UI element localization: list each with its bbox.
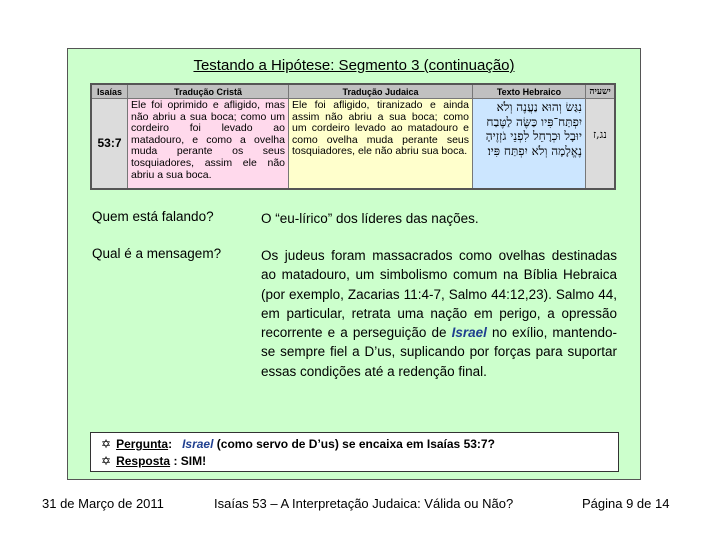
header-yeshayahu: ישעיה bbox=[586, 85, 614, 99]
resposta-line bbox=[101, 453, 608, 470]
slide-content-box bbox=[67, 48, 641, 480]
resposta-label: Resposta bbox=[116, 454, 171, 468]
star-of-david-icon: ✡ bbox=[101, 454, 112, 468]
star-of-david-icon: ✡ bbox=[101, 437, 112, 451]
q1-answer: O “eu-lírico” dos líderes das nações. bbox=[261, 211, 479, 226]
q2-answer-part2: no exílio, mantendo-se sempre fiel a D’us, suplicando por forças para suportar essas condições até a redenção final. bbox=[261, 325, 617, 379]
pergunta-israel: Israel bbox=[182, 437, 214, 451]
footer-date: 31 de Março de 2011 bbox=[42, 496, 164, 511]
q2-label: Qual é a mensagem? bbox=[92, 246, 222, 261]
translation-table bbox=[90, 83, 616, 190]
pergunta-label: Pergunta bbox=[116, 437, 169, 451]
header-crista: Tradução Cristã bbox=[128, 85, 289, 99]
header-hebraico: Texto Hebraico bbox=[473, 85, 586, 99]
cell-yeshayahu: נג,ז bbox=[586, 99, 614, 188]
header-judaica: Tradução Judaica bbox=[289, 85, 473, 99]
q2-answer-part1: Os judeus foram massacrados como ovelhas destinadas ao matadouro, um simbolismo comum na Bíblia Hebraica (por exemplo, Zacarias 11:4-7, Salmo 44:12,23). Salmo 44, em particular, retrata uma nação em perigo, a opressão recorrente e a perseguição de bbox=[261, 248, 617, 341]
cell-judaica: Ele foi afligido, tiranizado e ainda assim não abriu a sua boca; como um cordeiro levado ao matadouro e como ovelha muda perante seus tosquiadores, ele não abriu sua boca. bbox=[289, 99, 473, 188]
slide-title: Testando a Hipótese: Segmento 3 (continuação) bbox=[193, 57, 515, 74]
cell-hebraico: נִגַּשׂ וְהוּא נַעֲנֶה וְלֹא יִפְתַּח־פִּיו כַּשֶּׂה לַטֶּבַח יוּבָל וּכְרָחֵל לִפְנֵי גֹזְזֶיהָ נֶאֱלָמָה וְלֹא יִפְתַּח פִּיו׃ bbox=[473, 99, 586, 188]
footer-center-title: Isaías 53 – A Interpretação Judaica: Válida ou Não? bbox=[214, 496, 514, 511]
header-isaias: Isaías bbox=[92, 85, 128, 99]
cell-crista: Ele foi oprimido e afligido, mas não abriu a sua boca; como um cordeiro foi levado ao matadouro, e como a ovelha muda perante os seus tosquiadores, assim ele não abriu a sua boca. bbox=[128, 99, 289, 188]
cell-verse: 53:7 bbox=[92, 99, 128, 188]
q1-label: Quem está falando? bbox=[92, 209, 214, 224]
pergunta-text: (como servo de D’us) se encaixa em Isaías 53:7? bbox=[216, 437, 495, 451]
pergunta-line: ✡ Pergunta: Israel (como servo de D’us) se encaixa em Isaías 53:7? bbox=[101, 437, 495, 451]
q2-answer-israel: Israel bbox=[451, 325, 487, 341]
footer-page-number: Página 9 de 14 bbox=[582, 496, 670, 511]
question-box bbox=[90, 432, 619, 472]
resposta-text: : SIM! bbox=[173, 454, 207, 468]
q2-answer bbox=[261, 246, 617, 381]
